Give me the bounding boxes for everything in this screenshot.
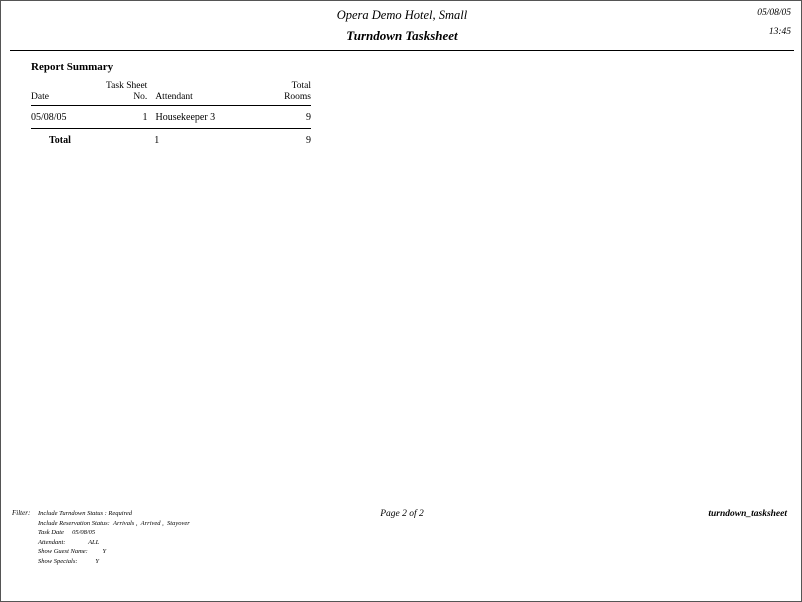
page-header [1,1,802,51]
cell-total-rooms: 9 [306,112,311,123]
report-summary-title: Report Summary [31,61,114,73]
header-date: 05/08/05 [757,8,791,18]
page-number: Page 2 of 2 [380,509,424,519]
total-attendant-spacer [159,129,265,151]
column-header-task-sheet-line1: Task Sheet [106,81,148,91]
hotel-name: Opera Demo Hotel, Small [336,8,468,22]
column-header-attendant: Attendant [155,92,193,102]
filter-line: Show Guest Name: Y [38,548,107,555]
cell-attendant: Housekeeper 3 [155,112,216,123]
filter-line: Include Turndown Status : Required [38,510,133,517]
cell-date: 05/08/05 [31,112,67,123]
total-label: Total [49,135,71,146]
column-header-total-line1: Total [291,81,311,91]
table-total-row [31,129,311,151]
filter-line: Task Date 05/08/05 [38,529,96,536]
total-total-rooms: 9 [306,135,311,146]
table-header-row [31,81,311,105]
summary-total-row [31,129,311,151]
report-title: Turndown Tasksheet [346,28,458,43]
table-row [31,106,311,128]
column-header-task-sheet-no [87,81,147,105]
filter-label: Filter: [12,509,31,517]
report-id: turndown_tasksheet [708,509,787,519]
column-header-total-rooms [262,81,311,105]
header-divider [10,50,794,51]
header-time: 13:45 [768,27,791,37]
report-summary-section [31,61,321,151]
cell-task-sheet-no: 1 [142,112,148,123]
summary-table [31,81,311,105]
column-header-date: Date [31,92,49,102]
filter-line: Include Reservation Status: Arrivals , Arrived , Stayover [38,519,190,527]
column-header-total-line2: Rooms [284,92,311,102]
filter-line: Show Specials: Y [38,557,100,565]
filter-line: Attendant: ALL [38,538,100,546]
summary-table-body [31,106,311,128]
total-task-sheet-no: 1 [154,135,160,146]
column-header-task-sheet-line2: No. [133,92,148,102]
